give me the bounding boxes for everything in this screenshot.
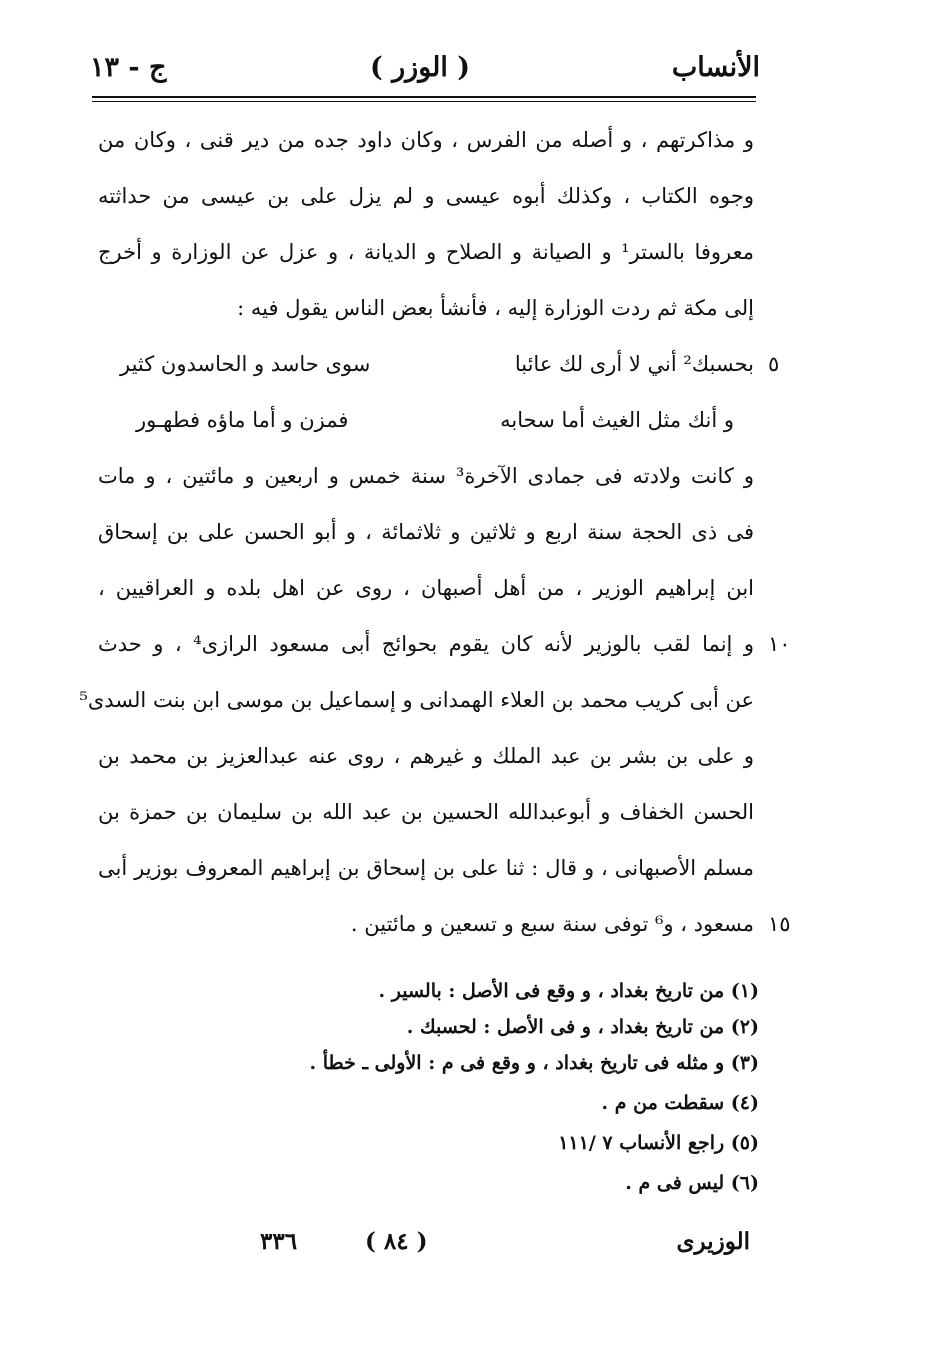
- text-line: و مذاكرتهم ، و أصله من الفرس ، وكان داود جده من دير قنى ، وكان من: [98, 128, 754, 152]
- text-line: ابن إبراهيم الوزير ، من أهل أصبهان ، روى عن اهل بلده و العراقيين ،: [98, 576, 754, 600]
- footnote: (٣) و مثله فى تاريخ بغداد ، و وقع فى م : الأولى ـ خطأ .: [309, 1052, 759, 1074]
- poem-verse: [120, 400, 754, 440]
- text-line: و على بن بشر بن عبد الملك و غيرهم ، روى عنه عبدالعزيز بن محمد بن: [98, 744, 754, 768]
- text-line: مسعود ، و⁶ توفى سنة سبع و تسعين و مائتين .: [350, 912, 754, 936]
- text-line: معروفا بالستر¹ و الصيانة و الصلاح و الديانة ، و عزل عن الوزارة و أخرج: [98, 240, 754, 264]
- header-book-title: الأنساب: [671, 52, 760, 83]
- verse-hemistich-first: بحسبك² أني لا أرى لك عائبا: [514, 352, 754, 376]
- text-line: الحسن الخفاف و أبوعبدالله الحسين بن عبد الله بن سليمان بن حمزة بن: [98, 800, 754, 824]
- line-number: ٥: [768, 352, 780, 376]
- footnote: (٦) ليس فى م .: [625, 1172, 759, 1194]
- footnote: (٢) من تاريخ بغداد ، و فى الأصل : لحسبك .: [406, 1016, 759, 1038]
- footnote: (٤) سقطت من م .: [601, 1092, 759, 1114]
- header-volume: ج - ١٣: [90, 52, 167, 83]
- verse-hemistich-first: و أنك مثل الغيث أما سحابه: [500, 408, 734, 432]
- header-rule: [92, 96, 756, 98]
- line-number: ١٥: [768, 912, 791, 936]
- text-line: عن أبى كريب محمد بن العلاء الهمدانى و إسماعيل بن موسى ابن بنت السدى⁵: [79, 688, 754, 712]
- running-header: [80, 46, 760, 96]
- header-entry-title: ( الوزر ): [369, 52, 471, 83]
- footer-page-number: ٣٣٦: [260, 1228, 298, 1255]
- footnote: (٥) راجع الأنساب ٧ /١١١: [558, 1132, 759, 1154]
- text-line: و إنما لقب بالوزير لأنه كان يقوم بحوائج أبى مسعود الرازى⁴ ، و حدث: [98, 632, 755, 656]
- verse-hemistich-second: فمزن و أما ماؤه فطهـور: [136, 408, 349, 432]
- footnote: (١) من تاريخ بغداد ، و وقع فى الأصل : بالسير .: [378, 980, 759, 1002]
- header-rule-thin: [92, 101, 756, 102]
- text-line: فى ذى الحجة سنة اربع و ثلاثين و ثلاثمائة ، و أبو الحسن على بن إسحاق: [98, 520, 754, 544]
- text-line: وجوه الكتاب ، وكذلك أبوه عيسى و لم يزل على بن عيسى من حداثته: [98, 184, 754, 208]
- text-line: و كانت ولادته فى جمادى الآخرة³ سنة خمس و اربعين و مائتين ، و مات: [98, 464, 754, 488]
- footer-original-page: ( ٨٤ ): [365, 1228, 428, 1255]
- verse-hemistich-second: سوى حاسد و الحاسدون كثير: [120, 352, 371, 376]
- poem-verse: [120, 344, 754, 384]
- page-footer: [110, 1228, 750, 1268]
- text-line: مسلم الأصبهانى ، و قال : ثنا على بن إسحاق بن إبراهيم المعروف بوزير أبى: [98, 856, 754, 880]
- line-number: ١٠: [768, 632, 791, 656]
- text-line: إلى مكة ثم ردت الوزارة إليه ، فأنشأ بعض الناس يقول فيه :: [237, 296, 754, 320]
- footer-entry-name: الوزيرى: [676, 1228, 750, 1255]
